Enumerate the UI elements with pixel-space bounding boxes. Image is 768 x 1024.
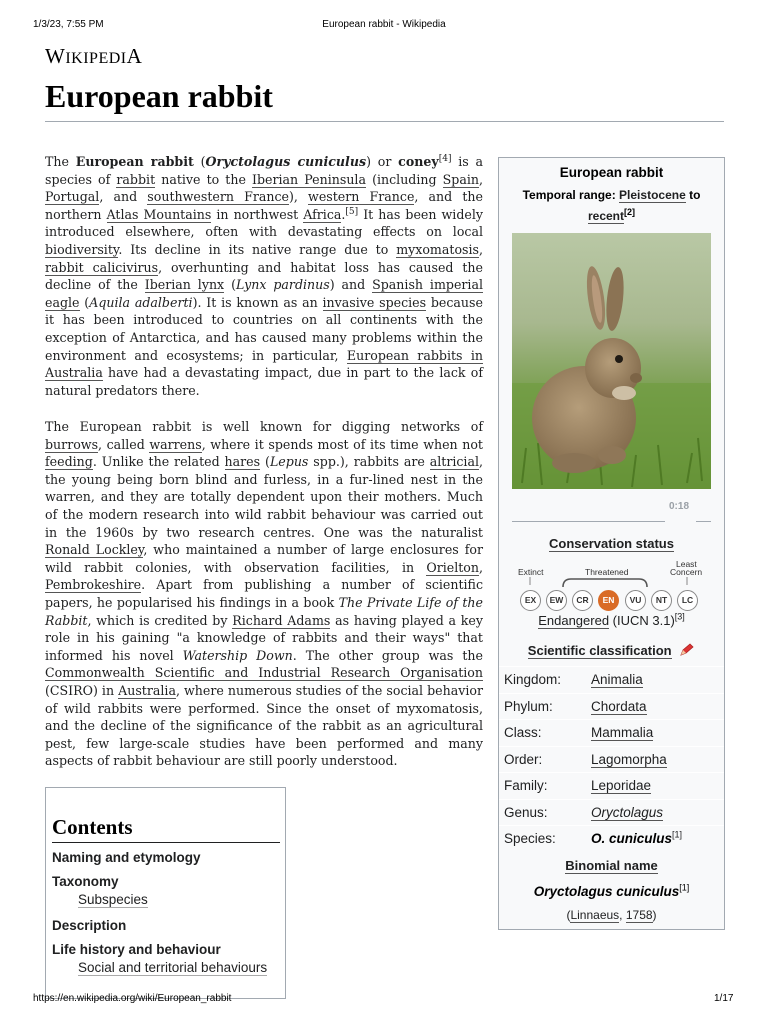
label-threatened: Threatened xyxy=(585,567,629,577)
wikipedia-logo[interactable]: WIKIPEDIA xyxy=(45,44,143,68)
rabbit-photo[interactable] xyxy=(512,233,711,489)
text-run: ) and xyxy=(329,277,373,293)
article-link[interactable]: invasive species xyxy=(322,294,427,310)
ref-2[interactable]: [2] xyxy=(624,207,636,217)
article-link[interactable]: hares xyxy=(224,454,261,470)
toc-section-link[interactable]: Taxonomy xyxy=(52,874,119,889)
print-page-title: European rabbit - Wikipedia xyxy=(322,19,446,30)
taxonomy-value[interactable]: Oryctolagus xyxy=(591,804,664,820)
text-run: ), xyxy=(288,189,309,205)
taxonomy-row xyxy=(499,799,724,826)
article-link[interactable]: Africa xyxy=(303,206,342,222)
taxonomy-rank: Phylum: xyxy=(504,698,553,714)
text-run: . Apart from publishing a number of scientific papers, he popularised his findings in a book xyxy=(45,577,483,610)
toc-subsection-link[interactable]: Social and territorial behaviours xyxy=(78,960,268,975)
text-run: have had a devastating impact, due in part to the lack of natural predators there. xyxy=(45,365,483,398)
binomial-heading: Binomial name xyxy=(565,858,658,873)
taxonomy-rank: Species: xyxy=(504,831,556,846)
label-least: Least xyxy=(676,559,697,569)
text-run: in northwest xyxy=(211,206,304,222)
linnaeus-link[interactable]: Linnaeus xyxy=(570,908,620,922)
text-run: ). It is known as an xyxy=(192,294,323,310)
text-run: , which is credited by xyxy=(87,612,233,628)
emphasis-text: The Private Life of the Rabbit xyxy=(45,594,483,628)
text-run: . xyxy=(341,206,346,222)
taxonomy-rank: Family: xyxy=(504,778,548,793)
emphasis-text: Oryctolagus cuniculus xyxy=(205,154,367,169)
article-link[interactable]: altricial xyxy=(429,454,479,470)
article-link[interactable]: burrows xyxy=(45,436,99,452)
emphasis-text: Watership Down xyxy=(182,647,293,663)
print-url: https://en.wikipedia.org/wiki/European_rabbit xyxy=(33,993,232,1004)
article-link[interactable]: Iberian Peninsula xyxy=(252,171,366,187)
text-run: , the young being born blind and furless, in a fur-lined nest in the warren, and they are totally dependent upon their mothers. Much of the modern research into wild rabbit behaviour was carried out in the 1960s by two research centres. One was the naturalist xyxy=(45,454,483,540)
article-link[interactable]: biodiversity xyxy=(45,241,119,257)
emphasis-text: coney xyxy=(398,154,439,169)
emphasis-text: Lynx pardinus xyxy=(235,277,330,293)
reference-link[interactable]: [4] xyxy=(438,153,452,164)
intro-paragraph xyxy=(45,153,483,399)
text-run: . Its decline in its native range due to xyxy=(118,241,397,257)
status-cr-badge[interactable]: CR xyxy=(572,590,593,611)
year-link[interactable]: 1758 xyxy=(625,908,653,922)
ref-3[interactable]: [3] xyxy=(674,611,685,622)
text-run: The European rabbit is well known for digging networks of xyxy=(45,419,483,434)
reference-link[interactable]: [5] xyxy=(345,206,359,217)
toc-section-link[interactable]: Life history and behaviour xyxy=(52,942,221,957)
emphasis-text: Lepus xyxy=(269,454,309,470)
video-volume-bar[interactable] xyxy=(696,521,711,522)
text-run: , xyxy=(478,241,483,257)
sci-class-heading: Scientific classification xyxy=(499,637,724,664)
article-link[interactable]: Australia xyxy=(118,682,176,698)
article-link[interactable]: Atlas Mountains xyxy=(106,206,212,222)
ref-1-binomial[interactable]: [1] xyxy=(679,882,690,893)
article-link[interactable]: rabbit calicivirus xyxy=(45,259,159,275)
article-link[interactable]: rabbit xyxy=(116,171,156,187)
binomial-authority: (Linnaeus, 1758) xyxy=(566,908,657,922)
taxonomy-row xyxy=(499,825,724,852)
text-run: , and xyxy=(99,189,148,205)
taxonomy-value: O. cuniculus xyxy=(591,831,673,846)
text-run: (CSIRO) in xyxy=(45,682,119,698)
status-en-badge[interactable]: EN xyxy=(598,590,619,611)
article-link[interactable]: Iberian lynx xyxy=(144,277,225,293)
text-run: . The other group was the xyxy=(292,647,483,663)
article-link[interactable]: myxomatosis xyxy=(396,241,479,257)
taxonomy-rank: Class: xyxy=(504,725,542,740)
text-run: It has been widely introduced elsewhere, often with devastating effects on local xyxy=(45,206,483,240)
taxonomy-rank: Order: xyxy=(504,751,543,767)
behaviour-paragraph xyxy=(45,418,483,770)
binomial-name: Oryctolagus cuniculus[1] xyxy=(533,882,690,899)
taxonomy-row xyxy=(499,746,724,773)
label-concern: Concern xyxy=(670,567,703,577)
toc-title: Contents xyxy=(52,815,133,839)
text-run: , where it spends most of its time when not xyxy=(201,436,483,452)
title-divider xyxy=(45,121,724,122)
article-link[interactable]: southwestern France xyxy=(147,189,289,205)
article-link[interactable]: Ronald Lockley xyxy=(45,542,144,558)
status-text: Endangered (IUCN 3.1)[3] xyxy=(538,611,685,628)
status-ew-badge[interactable]: EW xyxy=(546,590,567,611)
status-vu-badge[interactable]: VU xyxy=(625,590,646,611)
video-progress-bar[interactable] xyxy=(512,521,665,522)
taxonomy-row xyxy=(499,693,724,720)
text-run: ( xyxy=(193,154,206,169)
toc-section-link[interactable]: Naming and etymology xyxy=(52,850,201,865)
toc-divider xyxy=(52,842,280,843)
article-link[interactable]: Spanish imperial eagle xyxy=(45,277,483,310)
ref-1-species[interactable]: [1] xyxy=(672,829,683,840)
text-run: because it has been introduced to countries on all continents with the exception of Antarctica, and has caused many problems within the environment and ecosystems; in particular, xyxy=(45,294,483,363)
taxonomy-rank: Kingdom: xyxy=(504,672,562,687)
taxonomy-value[interactable]: Leporidae xyxy=(591,778,652,793)
video-timestamp: 0:18 xyxy=(669,501,690,512)
text-run: , overhunting and habitat loss has caused the decline of the xyxy=(45,259,484,293)
status-scale-lines xyxy=(499,573,724,591)
text-run: is a species of xyxy=(45,154,484,187)
article-link[interactable]: Pembrokeshire xyxy=(45,577,142,593)
temporal-range: Temporal range: Pleistocene to recent[2] xyxy=(522,188,701,223)
text-run: , where numerous studies of the social behavior of wild rabbits were performed. Since the onset of myxomatosis, and the decline of the significance of the rabbit as an agricultural pest, few large-scale studies have been performed and many aspects of rabbit behaviour are still poorly understood. xyxy=(45,682,483,769)
article-link[interactable]: feeding xyxy=(45,454,93,470)
article-link[interactable]: warrens xyxy=(149,436,202,452)
text-run: , who maintained a number of large enclosures for wild rabbit colonies, with observation facilities, in xyxy=(45,542,483,575)
print-date: 1/3/23, 7:55 PM xyxy=(33,19,104,30)
article-link[interactable]: Spain xyxy=(442,171,479,187)
text-run: , xyxy=(479,171,484,187)
text-run: ( xyxy=(79,294,90,310)
text-run: as having played a key role in his gaining "a knowledge of rabbits and their ways" that informed his novel xyxy=(45,612,484,663)
taxonomy-value[interactable]: Animalia xyxy=(591,672,643,687)
text-run: . Unlike the related xyxy=(92,454,225,470)
pleistocene-link[interactable]: Pleistocene xyxy=(619,188,686,202)
emphasis-text: European rabbit xyxy=(75,154,194,169)
article-link[interactable]: Orielton xyxy=(426,559,479,575)
pencil-edit-icon[interactable] xyxy=(679,643,695,657)
toc-subsection-link[interactable]: Subspecies xyxy=(78,892,148,907)
article-link[interactable]: European rabbits in Australia xyxy=(45,347,484,381)
taxonomy-value[interactable]: Mammalia xyxy=(591,725,654,740)
taxonomy-value[interactable]: Chordata xyxy=(591,698,647,714)
text-run: spp.), rabbits are xyxy=(308,454,430,470)
emphasis-text: Aquila adalberti xyxy=(89,294,193,310)
status-lc-badge[interactable]: LC xyxy=(677,590,698,611)
article-title: European rabbit xyxy=(45,78,273,114)
text-run: native to the xyxy=(155,171,253,187)
taxonomy-rank: Genus: xyxy=(504,804,548,820)
toc-section-link[interactable]: Description xyxy=(52,918,127,933)
endangered-link[interactable]: Endangered xyxy=(538,613,610,628)
taxonomy-value[interactable]: Lagomorpha xyxy=(591,751,667,767)
recent-link[interactable]: recent xyxy=(587,209,625,223)
infobox xyxy=(498,157,725,930)
conservation-heading: Conservation status xyxy=(499,531,724,557)
text-run: ) or xyxy=(366,154,399,169)
article-link[interactable]: Richard Adams xyxy=(232,612,331,628)
taxonomy-row xyxy=(499,719,724,746)
print-page-number: 1/17 xyxy=(714,993,734,1004)
status-ex-badge[interactable]: EX xyxy=(520,590,541,611)
text-run: ( xyxy=(224,277,236,293)
text-run: , called xyxy=(98,436,150,452)
text-run: The xyxy=(45,154,76,169)
status-nt-badge[interactable]: NT xyxy=(651,590,672,611)
article-link[interactable]: western France xyxy=(308,189,415,205)
text-run: (including xyxy=(365,171,443,187)
text-run: , and the northern xyxy=(45,189,483,222)
text-run: ( xyxy=(260,454,270,470)
table-of-contents xyxy=(45,787,286,999)
taxonomy-row xyxy=(499,772,724,799)
label-extinct: Extinct xyxy=(518,567,544,577)
text-run: , xyxy=(478,559,483,575)
taxonomy-row xyxy=(499,666,724,693)
infobox-title: European rabbit xyxy=(559,165,664,180)
article-link[interactable]: Portugal xyxy=(45,189,100,205)
article-link[interactable]: Commonwealth Scientific and Industrial Research Organisation xyxy=(45,665,483,681)
